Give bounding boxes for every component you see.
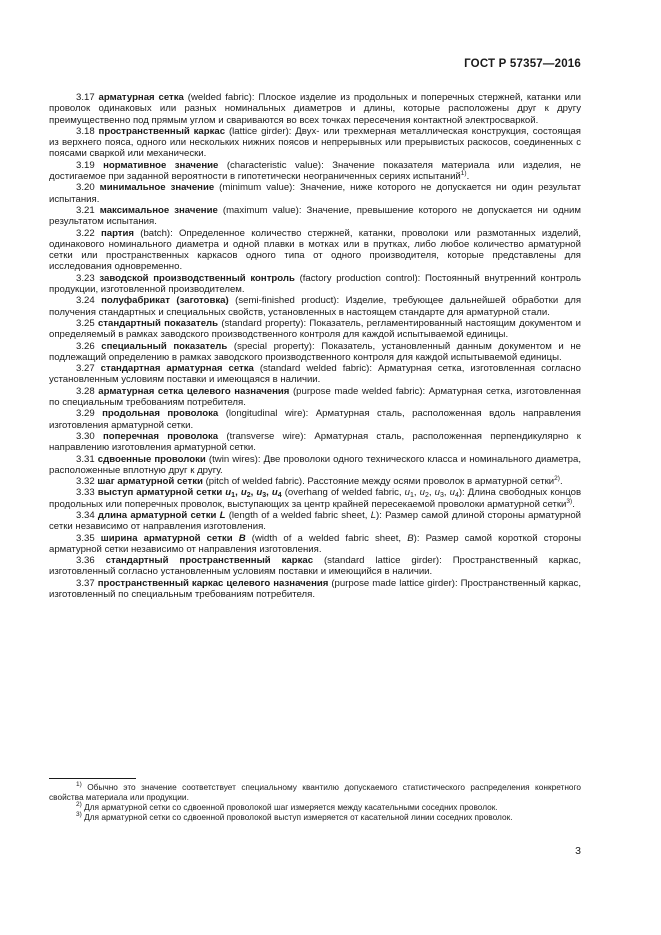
term-number: 3.23 <box>76 272 95 284</box>
var-sub: 2 <box>424 492 429 500</box>
footnote-1 <box>49 782 581 802</box>
term-definition: : Арматурная сетка, изготовленная согласно установленным условиям поставки и имеющаяся в наличии. <box>49 363 581 386</box>
term-number: 3.28 <box>76 385 95 397</box>
term-english-text: (width of a welded fabric sheet, <box>251 532 402 544</box>
term-3-30 <box>49 431 581 454</box>
term-number: 3.29 <box>76 408 95 420</box>
term-number: 3.24 <box>76 295 95 307</box>
footnote-ref: 1) <box>460 170 467 178</box>
term-number: 3.37 <box>76 577 95 589</box>
term-number: 3.25 <box>76 317 95 329</box>
term-definition: . Расстояние между осями проволок в арматурной сетки <box>302 476 555 488</box>
term-definition: : Определенное количество стержней, катанки, проволоки или размотанных изделий, одинакового номинального диаметра и одной плавки в мотках или в прутках, либо любое количество арматурной сетки или пространственных каркасов одного типа от одного производителя, которые представлены для исследования одновременно. <box>49 227 582 273</box>
var-sub: 4 <box>277 492 282 500</box>
term-3-24 <box>49 295 581 318</box>
footnote-ref: 2) <box>554 475 560 483</box>
term-definition: : Двух- или трехмерная металлическая конструкция, состоящая из верхнего пояса, одного или нескольких нижних поясов и непрерывных или прерывистых раскосов, соединенных с поясами сваркой или механически. <box>49 125 581 160</box>
var-symbol: L <box>370 509 376 521</box>
term-english: (longitudinal wire) <box>225 408 306 420</box>
footnote-ref: 3) <box>566 497 573 505</box>
term-3-36 <box>49 555 581 578</box>
page-number: 3 <box>575 845 581 857</box>
term-3-35 <box>49 533 581 556</box>
term-english: (transverse wire) <box>226 430 304 442</box>
term-tail: . <box>572 498 575 510</box>
footnote-text: Для арматурной сетки со сдвоенной проволокой выступ измеряется от касательной линии соседних проволок. <box>81 812 513 822</box>
term-3-28 <box>49 386 581 409</box>
term-definition: : Размер самой длиной стороны арматурной сетки независимо от направления изготовления. <box>49 509 582 533</box>
var-symbol: u <box>419 487 425 499</box>
var-sep: , <box>413 487 417 499</box>
var-symbol: u <box>271 487 278 499</box>
term-number: 3.31 <box>76 453 95 465</box>
term-name: шаг арматурной сетки <box>97 476 203 488</box>
var-symbol: u <box>225 487 232 499</box>
term-name-text: длина арматурной сетки <box>97 509 217 521</box>
term-definition: : Значение показателя материала или изделия, не достигаемое при заданной вероятности в гипотетически неограниченных сериях испытаний <box>49 159 581 183</box>
term-definition: : Пространственный каркас, изготовленный по специальным требованиям потребителя. <box>49 577 582 601</box>
term-3-34 <box>49 510 581 533</box>
term-number: 3.30 <box>76 430 95 442</box>
term-definition: : Значение, превышение которого не допускается ни одним результатом испытания. <box>49 204 582 228</box>
term-number: 3.26 <box>76 340 95 352</box>
term-definition: : Значение, ниже которого не допускается ни один результат испытания. <box>49 182 581 205</box>
term-english: (maximum value) <box>222 204 299 216</box>
term-definition: : Две проволоки одного технического класса и номинального диаметра, расположенные вплотную друг к другу. <box>49 453 581 476</box>
term-english: (factory production control) <box>299 272 418 284</box>
term-name: нормативное значение <box>103 159 219 171</box>
footnote-text: Для арматурной сетки со сдвоенной проволокой шаг измеряется между касательными соседних проволок. <box>81 802 498 812</box>
footnote-text: Обычно это значение соответствует специальному квантилю допускаемого статистического распределения конкретного свойства материала или продукции. <box>49 782 581 802</box>
var-sub: 2 <box>246 492 251 500</box>
term-name: арматурная сетка целевого назначения <box>98 385 290 397</box>
term-name-text: ширина арматурной сетки <box>100 532 233 544</box>
var-sep: , <box>443 487 447 499</box>
footnote-mark: 2) <box>76 801 82 808</box>
term-name: стандартный показатель <box>97 317 219 329</box>
term-english: (minimum value) <box>219 182 293 194</box>
footnote-2 <box>49 802 581 812</box>
term-name: заводской производственный контроль <box>99 272 295 284</box>
term-tail: . <box>466 171 470 183</box>
term-english: (standard lattice girder) <box>323 555 440 567</box>
var-symbol: u <box>434 487 440 499</box>
term-3-18 <box>49 126 581 160</box>
term-number: 3.18 <box>76 125 95 137</box>
term-3-33 <box>49 487 581 510</box>
term-english: (special property) <box>233 340 312 352</box>
var-symbol: u <box>404 487 410 499</box>
term-definition: : Размер самой короткой стороны арматурной сетки независимо от направления изготовления. <box>49 532 581 555</box>
term-english: (semi-finished product) <box>235 295 337 307</box>
var-sep: , <box>250 487 254 499</box>
term-english: (purpose made welded fabric) <box>292 385 423 397</box>
term-name <box>101 533 246 544</box>
term-name: стандартная арматурная сетка <box>100 363 254 375</box>
term-name-text: выступ арматурной сетки <box>97 487 223 499</box>
var-sep: , <box>235 487 238 499</box>
term-3-20 <box>49 182 581 205</box>
term-english: (purpose made lattice girder) <box>331 577 455 589</box>
term-name: пространственный каркас целевого назначения <box>97 577 329 589</box>
var-sub: 4 <box>454 492 459 500</box>
term-name: специальный показатель <box>101 340 228 352</box>
term-name: партия <box>100 227 134 239</box>
var-sub: 3 <box>439 492 444 500</box>
term-3-25 <box>49 318 581 341</box>
term-definition: : Показатель, регламентированный настоящим документом и определяемый в рамках заводского производственного контроля для каждой испытываемой единицы. <box>49 317 581 341</box>
var-sub: 1 <box>409 492 414 500</box>
var-symbol: u <box>449 487 455 499</box>
term-name: пространственный каркас <box>98 125 226 137</box>
term-definition: : Длина свободных концов продольных или поперечных проволок, выступающих за центр крайней пересекаемой проволоки арматурной сетки <box>49 487 582 510</box>
term-name: стандартный пространственный каркас <box>105 555 314 567</box>
terms-section <box>49 92 581 600</box>
var-sep: , <box>266 487 269 499</box>
term-name: сдвоенные проволоки <box>97 453 206 465</box>
term-definition: : Постоянный внутренний контроль продукции, изготовленной производителем. <box>49 272 581 296</box>
term-english: (welded fabric) <box>187 92 252 103</box>
footnote-3 <box>49 812 581 822</box>
term-english <box>252 533 417 544</box>
term-3-21 <box>49 205 581 228</box>
term-number: 3.27 <box>76 363 95 375</box>
var-symbol: L <box>219 509 226 521</box>
term-3-27 <box>49 363 581 386</box>
term-english <box>285 487 462 498</box>
term-english: (standard property) <box>221 317 304 329</box>
term-english: (lattice girder) <box>228 125 289 137</box>
term-3-22 <box>49 228 581 273</box>
term-number: 3.19 <box>76 159 95 171</box>
term-3-31 <box>49 454 581 477</box>
term-3-37 <box>49 578 581 601</box>
var-symbol: u <box>240 487 247 499</box>
term-name: арматурная сетка <box>98 92 184 103</box>
term-english: (batch) <box>140 227 171 239</box>
term-english: (pitch of welded fabric) <box>205 476 303 488</box>
term-definition: : Изделие, требующее дальнейшей обработки для получения стандартных и специальных свойств, установленных в настоящем стандарте для арматурной стали. <box>49 295 582 318</box>
term-3-29 <box>49 408 581 431</box>
term-tail: . <box>559 476 563 488</box>
term-number: 3.33 <box>76 487 95 499</box>
var-sub: 1 <box>231 492 236 500</box>
term-3-26 <box>49 341 581 364</box>
term-number: 3.22 <box>76 227 95 239</box>
term-definition: : Арматурная сталь, расположенная перпендикулярно к направлению изготовления арматурной сетки. <box>49 430 581 454</box>
term-english-close: ) <box>413 532 417 544</box>
term-name: поперечная проволока <box>102 430 219 442</box>
term-3-23 <box>49 273 581 296</box>
term-english-close: ) <box>458 487 463 499</box>
term-name: максимальное значение <box>99 204 218 216</box>
var-symbol: B <box>238 532 246 544</box>
footnote-mark: 3) <box>76 811 82 818</box>
document-id-header: ГОСТ Р 57357—2016 <box>464 58 581 70</box>
term-number: 3.20 <box>76 182 95 194</box>
var-symbol: u <box>256 487 263 499</box>
term-english-close: ) <box>376 509 380 521</box>
term-definition: : Показатель, установленный данным документом и не подлежащий определению в рамках заводского производственного контроля для каждой испытываемой единицы. <box>49 340 581 363</box>
term-english: (twin wires) <box>208 453 258 465</box>
term-3-19 <box>49 160 581 183</box>
footnote-mark: 1) <box>76 781 82 788</box>
footnote-divider <box>49 778 136 779</box>
term-name: полуфабрикат (заготовка) <box>101 295 229 307</box>
term-english <box>229 510 379 521</box>
term-definition: : Плоское изделие из продольных и поперечных стержней, катанки или проволок одинаковых или разных номинальных диаметров и длины, которые расположены друг к другу преимущественно под прямым углом и свариваются во всех точках пересечения контактной электросваркой. <box>49 92 581 126</box>
term-number: 3.21 <box>76 204 95 216</box>
term-number: 3.34 <box>76 509 95 521</box>
term-number: 3.36 <box>76 555 95 567</box>
term-number: 3.32 <box>76 476 95 488</box>
term-3-32 <box>49 476 581 487</box>
footnotes <box>49 778 581 822</box>
term-name: продольная проволока <box>102 408 219 420</box>
term-english-text: (length of a welded fabric sheet, <box>228 509 368 521</box>
term-definition: : Арматурная сетка, изготовленная по специальным требованиям потребителя. <box>49 385 581 409</box>
term-name: минимальное значение <box>99 182 215 194</box>
term-definition: : Пространственный каркас, изготовленный согласно установленным условиям поставки и имеющийся в наличии. <box>49 555 582 578</box>
term-name <box>98 510 226 521</box>
term-name <box>98 487 282 498</box>
term-definition: : Арматурная сталь, расположенная вдоль направления изготовления арматурной сетки. <box>49 408 582 431</box>
term-number: 3.35 <box>76 532 95 544</box>
var-symbol: B <box>407 532 414 544</box>
term-number: 3.17 <box>76 92 95 103</box>
term-english: (characteristic value) <box>226 159 322 171</box>
term-3-17 <box>49 92 581 126</box>
var-sub: 3 <box>262 492 267 500</box>
var-sep: , <box>428 487 432 499</box>
term-english-open: (overhang of welded fabric, <box>284 487 402 499</box>
term-english: (standard welded fabric) <box>259 363 370 375</box>
